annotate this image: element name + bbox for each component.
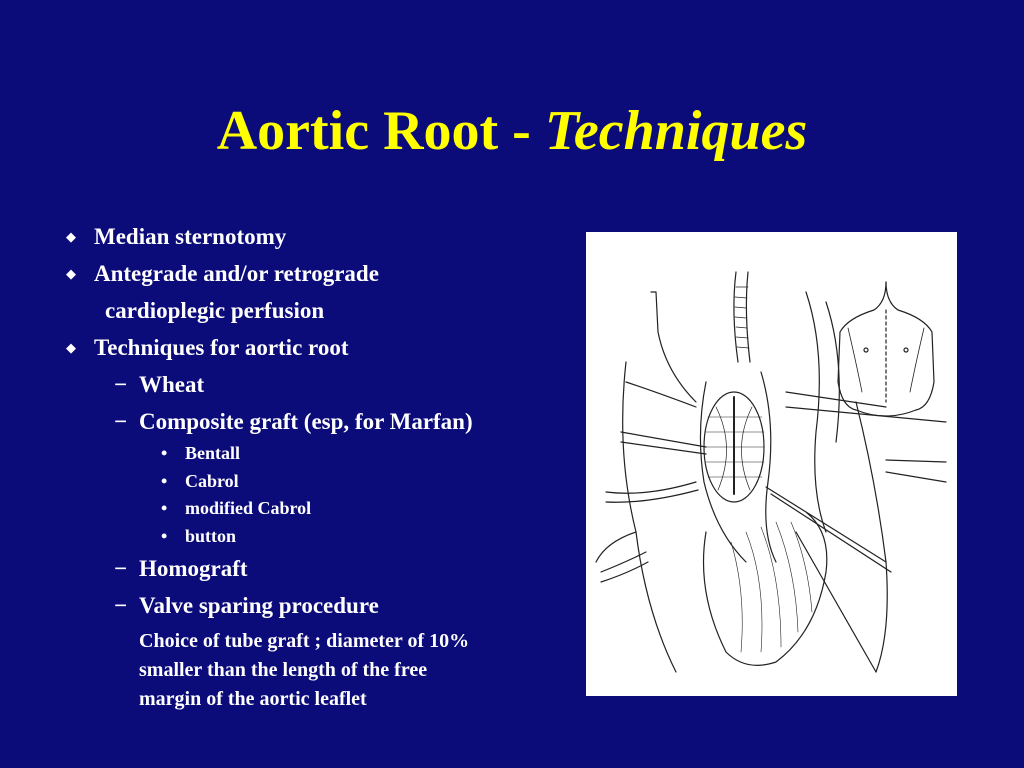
bullet-level1 bbox=[60, 329, 580, 366]
slide-title bbox=[0, 96, 1024, 166]
bullet-level3 bbox=[60, 495, 580, 523]
title-italic: Techniques bbox=[544, 100, 808, 162]
bullet-list bbox=[60, 218, 580, 714]
bullet-marker-level2: − bbox=[114, 593, 128, 618]
bullet-text: Wheat bbox=[139, 372, 205, 397]
bullet-text: Bentall bbox=[185, 443, 241, 463]
bullet-level3 bbox=[60, 468, 580, 496]
title-plain: Aortic Root - bbox=[216, 100, 545, 162]
bullet-text: cardioplegic perfusion bbox=[105, 298, 325, 323]
bullet-text: Cabrol bbox=[185, 470, 239, 491]
bullet-text: Valve sparing procedure bbox=[139, 593, 379, 618]
bullet-marker-level3: • bbox=[161, 470, 168, 491]
valve-sparing-note bbox=[60, 627, 580, 714]
bullet-text: Homograft bbox=[139, 556, 248, 581]
note-line: margin of the aortic leaflet bbox=[139, 688, 367, 710]
bullet-level2 bbox=[60, 366, 580, 403]
bullet-text: Median sternotomy bbox=[94, 224, 287, 249]
bullet-marker-level2: − bbox=[114, 372, 128, 397]
bullet-level3 bbox=[60, 523, 580, 551]
bullet-level2 bbox=[60, 587, 580, 624]
bullet-marker-level2: − bbox=[114, 556, 128, 581]
bullet-text: Antegrade and/or retrograde bbox=[94, 261, 379, 286]
bullet-level3 bbox=[60, 440, 580, 468]
bullet-text: Techniques for aortic root bbox=[94, 335, 349, 360]
note-line: Choice of tube graft ; diameter of 10% bbox=[139, 630, 470, 652]
bullet-text: Composite graft (esp, for Marfan) bbox=[139, 409, 473, 434]
bullet-text: modified Cabrol bbox=[185, 498, 312, 518]
bullet-level1 bbox=[60, 218, 580, 255]
bullet-continuation bbox=[60, 292, 580, 329]
bullet-level2 bbox=[60, 550, 580, 587]
bullet-level1 bbox=[60, 255, 580, 292]
bullet-marker-level2: − bbox=[114, 409, 128, 434]
chest-outline-inset bbox=[838, 282, 934, 416]
bullet-text: button bbox=[185, 525, 237, 546]
bullet-marker-level1: ◆ bbox=[66, 229, 76, 244]
bullet-marker-level3: • bbox=[161, 525, 168, 546]
bullet-marker-level1: ◆ bbox=[66, 340, 76, 355]
bullet-marker-level3: • bbox=[161, 498, 168, 518]
bullet-marker-level3: • bbox=[161, 443, 168, 463]
surgical-illustration-drawing bbox=[586, 232, 957, 696]
bullet-marker-level1: ◆ bbox=[66, 266, 76, 281]
note-line: smaller than the length of the free bbox=[139, 659, 428, 681]
surgical-illustration bbox=[586, 232, 957, 696]
bullet-level2 bbox=[60, 403, 580, 440]
